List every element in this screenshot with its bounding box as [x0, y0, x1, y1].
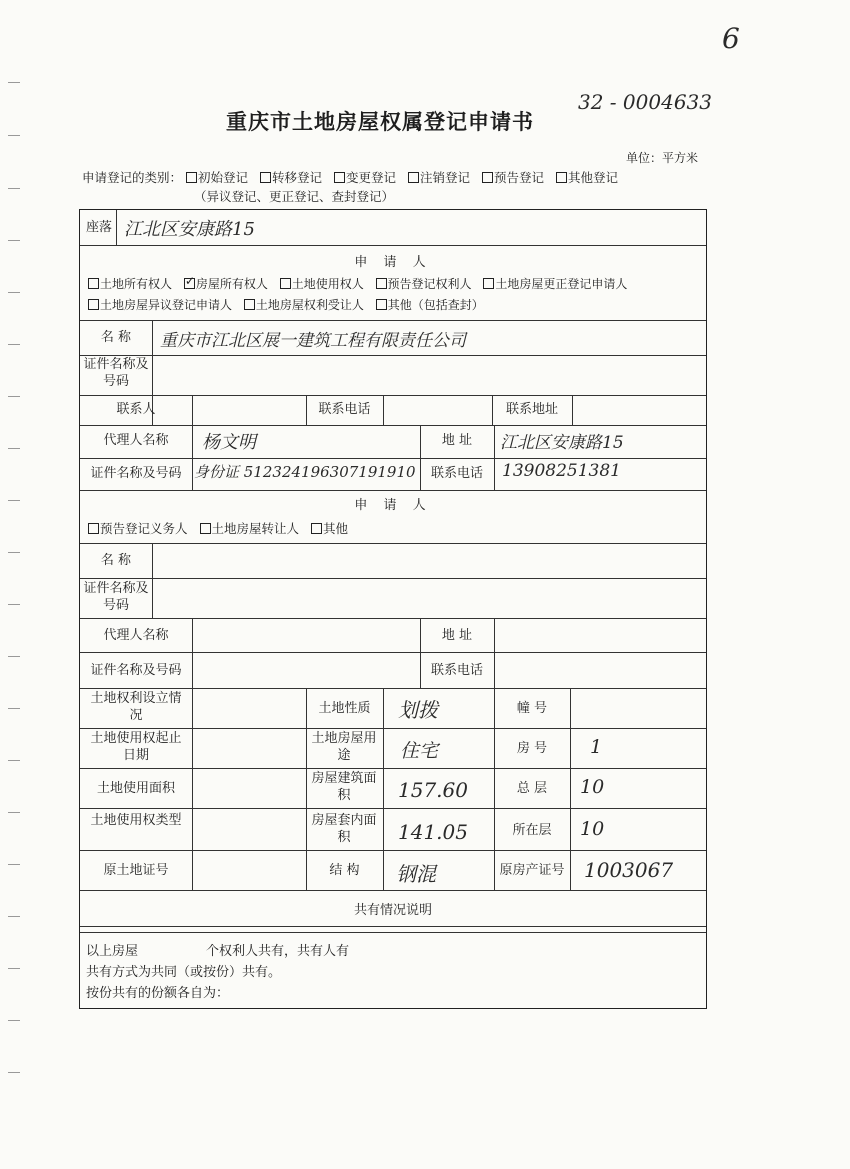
category-transfer[interactable]: 转移登记	[260, 170, 322, 185]
room-no-label: 房 号	[516, 741, 548, 756]
room-no-value[interactable]: 1	[590, 736, 603, 758]
checkbox[interactable]	[376, 278, 387, 289]
id-label: 证件名称及号码	[83, 357, 149, 389]
floor-value[interactable]: 10	[580, 818, 605, 840]
checkbox[interactable]	[482, 172, 493, 183]
checkbox[interactable]	[280, 278, 291, 289]
category-change[interactable]: 变更登记	[334, 170, 396, 185]
land-type-label: 土地使用权类型	[90, 813, 182, 828]
checkbox[interactable]	[483, 278, 494, 289]
role-house-owner[interactable]: ✓ 房屋所有权人	[184, 277, 268, 291]
applicant2-agent-label: 代理人名称	[103, 628, 169, 643]
applicant-roles-row1	[88, 275, 627, 292]
old-land-cert-label: 原土地证号	[103, 863, 169, 878]
applicant2-roles	[88, 519, 348, 537]
inner-area-label: 房屋套内面积	[311, 813, 377, 845]
role-land-user[interactable]: 土地使用权人	[280, 277, 364, 291]
total-floors-label: 总 层	[516, 781, 548, 796]
checkbox[interactable]	[311, 523, 322, 534]
role-other-seizure[interactable]: 其他（包括查封）	[376, 298, 484, 312]
name-label: 名 称	[100, 330, 132, 345]
usage-label: 土地房屋用途	[311, 731, 377, 763]
category-advance-notice[interactable]: 预告登记	[482, 170, 544, 185]
land-use-period-label: 土地使用权起止日期	[90, 731, 182, 763]
floor-label: 所在层	[512, 823, 552, 838]
agent-address-label: 地 址	[441, 433, 473, 448]
structure-value[interactable]: 钢混	[396, 862, 436, 886]
checkbox[interactable]	[334, 172, 345, 183]
category-initial[interactable]: 初始登记	[186, 170, 248, 185]
contact-address-label: 联系地址	[505, 402, 558, 417]
inner-area-value[interactable]: 141.05	[398, 820, 468, 844]
land-nature-value[interactable]: 划拨	[398, 698, 438, 722]
document-title: 重庆市土地房屋权属登记申请书	[226, 109, 534, 134]
applicant-roles-row2	[88, 296, 484, 313]
categories-note: （异议登记、更正登记、查封登记）	[194, 189, 395, 204]
role-other[interactable]: 其他	[311, 521, 348, 536]
usage-value[interactable]: 住宅	[400, 740, 439, 762]
corner-page-mark: 6	[722, 22, 740, 55]
agent-name-label: 代理人名称	[103, 433, 169, 448]
role-correction-applicant[interactable]: 土地房屋更正登记申请人	[483, 277, 627, 291]
checkbox[interactable]	[88, 523, 99, 534]
role-advance-right-holder[interactable]: 预告登记权利人	[376, 277, 472, 291]
checkbox-checked[interactable]	[184, 278, 195, 289]
role-advance-obligor[interactable]: 预告登记义务人	[88, 521, 188, 536]
agent-phone-label: 联系电话	[430, 466, 483, 481]
agent-address-value[interactable]: 江北区安康路15	[500, 433, 624, 453]
applicant2-section-header: 申 请 人	[354, 498, 432, 513]
contact-phone-label: 联系电话	[318, 402, 371, 417]
agent-name-value[interactable]: 杨文明	[202, 432, 256, 453]
structure-label: 结 构	[329, 863, 360, 878]
location-value[interactable]: 江北区安康路15	[124, 219, 255, 240]
applicant-section-header: 申 请 人	[354, 255, 432, 270]
co-ownership-header: 共有情况说明	[353, 903, 432, 918]
categories-label: 申请登记的类别：	[82, 170, 183, 185]
applicant2-id-label: 证件名称及号码	[83, 581, 149, 613]
category-other[interactable]: 其他登记	[556, 170, 618, 185]
checkbox[interactable]	[376, 299, 387, 310]
registration-categories	[82, 168, 618, 186]
category-cancel[interactable]: 注销登记	[408, 170, 470, 185]
role-transferee[interactable]: 土地房屋权利受让人	[244, 298, 364, 312]
checkbox[interactable]	[260, 172, 271, 183]
role-transferor[interactable]: 土地房屋转让人	[200, 521, 300, 536]
land-nature-label: 土地性质	[318, 701, 371, 716]
checkbox[interactable]	[88, 299, 99, 310]
building-area-label: 房屋建筑面积	[311, 771, 377, 803]
co-ownership-line1: 以上房屋 个权利人共有，共有人有	[86, 944, 350, 959]
applicant2-phone-label: 联系电话	[430, 663, 483, 678]
applicant-name-value[interactable]: 重庆市江北区展一建筑工程有限责任公司	[160, 331, 466, 351]
checkbox[interactable]	[88, 278, 99, 289]
total-floors-value[interactable]: 10	[580, 776, 605, 798]
contact-person-label: 联系人	[116, 402, 156, 417]
agent-id-label: 证件名称及号码	[90, 466, 182, 481]
building-no-label: 幢 号	[516, 701, 548, 716]
checkbox[interactable]	[408, 172, 419, 183]
checkbox[interactable]	[556, 172, 567, 183]
applicant2-name-label: 名 称	[100, 553, 132, 568]
checkbox[interactable]	[244, 299, 255, 310]
land-right-setup-label: 土地权利设立情况	[90, 691, 182, 723]
agent-id-value[interactable]: 身份证 512324196307191910	[194, 463, 416, 481]
application-form-table	[79, 209, 707, 1009]
role-land-owner[interactable]: 土地所有权人	[88, 277, 172, 291]
role-objection-applicant[interactable]: 土地房屋异议登记申请人	[88, 298, 232, 312]
location-label: 座落	[85, 220, 112, 235]
unit-label: 单位：平方米	[626, 151, 699, 165]
applicant2-agent-id-label: 证件名称及号码	[90, 663, 182, 678]
old-house-cert-value[interactable]: 1003067	[584, 858, 674, 882]
land-area-label: 土地使用面积	[96, 781, 175, 796]
checkbox[interactable]	[200, 523, 211, 534]
building-area-value[interactable]: 157.60	[398, 778, 468, 802]
co-ownership-line3: 按份共有的份额各自为：	[86, 986, 230, 1001]
agent-phone-value[interactable]: 13908251381	[502, 461, 621, 481]
applicant2-address-label: 地 址	[441, 628, 473, 643]
serial-number-handwritten: 32 - 0004633	[578, 90, 712, 114]
checkbox[interactable]	[186, 172, 197, 183]
co-ownership-line2: 共有方式为共同（或按份）共有。	[86, 965, 282, 980]
old-house-cert-label: 原房产证号	[499, 863, 565, 878]
